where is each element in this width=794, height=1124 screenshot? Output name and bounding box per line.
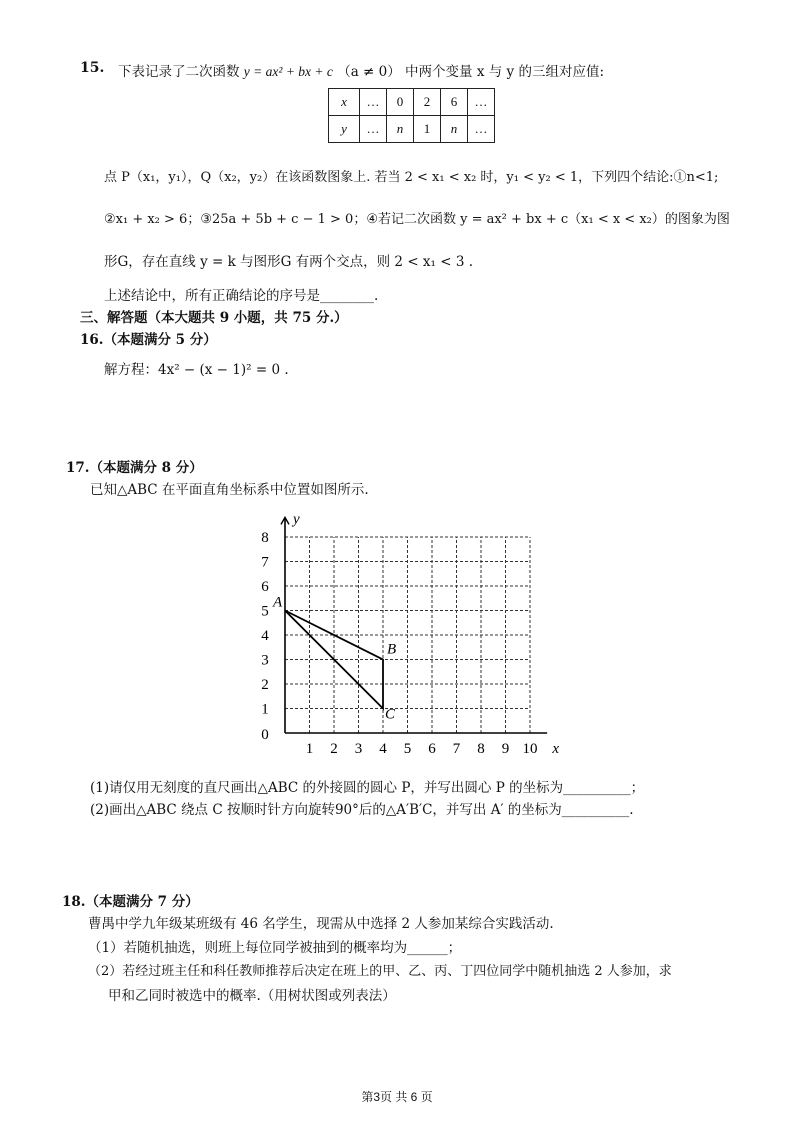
x-tick-label: 6 — [428, 741, 436, 757]
q15-line5: 上述结论中，所有正确结论的序号是________. — [104, 288, 379, 304]
point-label-a: A — [273, 594, 283, 611]
q15-line4: 形G，存在直线 y = k 与图形G 有两个交点，则 2 < x₁ < 3 . — [104, 254, 474, 270]
x-tick-label: 10 — [522, 741, 538, 757]
x-tick-label: 2 — [330, 741, 338, 757]
q18-part2b: 甲和乙同时被选中的概率.（用树状图或列表法） — [108, 988, 396, 1004]
table-cell: 2 — [414, 89, 441, 116]
table-row — [329, 89, 495, 116]
q15-line2: 点 P（x₁，y₁），Q（x₂，y₂）在该函数图象上. 若当 2 < x₁ < x₂ 时，y₁ < y₂ < 1，下列四个结论:①n<1; — [104, 170, 719, 185]
q17-part2: (2)画出△ABC 绕点 C 按顺时针方向旋转90°后的△A′B′C，并写出 A′ 的坐标为__________. — [90, 802, 634, 818]
x-tick-label: 3 — [354, 741, 363, 757]
coordinate-grid-figure — [255, 505, 565, 764]
table-cell: … — [468, 89, 495, 116]
q17-part1: (1)请仅用无刻度的直尺画出△ABC 的外接圆的圆心 P，并写出圆心 P 的坐标为__________； — [90, 780, 645, 796]
q15-line3: ②x₁ + x₂ > 6；③25a + 5b + c − 1 > 0；④若记二次函数 y = ax² + bx + c（x₁ < x < x₂）的图象为图 — [104, 212, 730, 227]
q18-intro: 曹禺中学九年级某班级有 46 名学生，现需从中选择 2 人参加某综合实践活动. — [88, 916, 554, 932]
point-label-c: C — [385, 706, 396, 723]
q15-value-table — [328, 88, 495, 143]
x-tick-label: 8 — [477, 741, 485, 757]
q17-intro: 已知△ABC 在平面直角坐标系中位置如图所示. — [90, 482, 369, 498]
y-axis-label: y — [293, 511, 300, 528]
table-cell: … — [360, 116, 387, 143]
q17-heading: 17.（本题满分 8 分） — [66, 460, 203, 476]
table-cell: n — [441, 116, 468, 143]
section-heading: 三、解答题（本大题共 9 小题，共 75 分.） — [80, 310, 348, 326]
q15-intro — [118, 60, 604, 80]
q16-heading: 16.（本题满分 5 分） — [80, 332, 217, 348]
y-tick-label: 3 — [261, 652, 269, 669]
x-tick-label: 1 — [305, 741, 314, 757]
y-tick-label: 5 — [261, 603, 269, 620]
table-cell: y — [329, 116, 360, 143]
origin-label: 0 — [261, 727, 269, 743]
x-tick-label: 7 — [452, 741, 461, 757]
q16-body: 解方程：4x² − (x − 1)² = 0 . — [104, 362, 289, 378]
q15-number: 15. — [80, 60, 105, 76]
x-axis-label: x — [552, 741, 560, 757]
q15-intro-prefix: 下表记录了二次函数 — [118, 64, 240, 80]
table-cell: 0 — [387, 89, 414, 116]
table-row — [329, 116, 495, 143]
q18-heading: 18.（本题满分 7 分） — [62, 894, 199, 910]
table-cell: 6 — [441, 89, 468, 116]
y-tick-label: 6 — [261, 579, 269, 595]
table-cell: … — [360, 89, 387, 116]
x-tick-label: 9 — [501, 741, 510, 757]
page-footer: 第3页 共 6 页 — [361, 1090, 433, 1104]
q15-condition: （a ≠ 0） — [337, 64, 401, 80]
q15-intro-suffix: 中两个变量 x 与 y 的三组对应值: — [405, 64, 605, 80]
y-tick-label: 7 — [261, 554, 269, 571]
q18-part2a: （2）若经过班主任和科任教师推荐后决定在班上的甲、乙、丙、丁四位同学中随机抽选 2 人参加，求 — [88, 964, 672, 979]
y-tick-label: 4 — [261, 628, 269, 644]
coordinate-grid — [255, 505, 565, 760]
table-cell: … — [468, 116, 495, 143]
x-tick-label: 4 — [379, 741, 387, 757]
y-tick-label: 2 — [261, 677, 269, 693]
x-tick-label: 5 — [403, 741, 412, 757]
q15-function: y = ax² + bx + c — [243, 64, 333, 79]
y-tick-label: 1 — [261, 701, 269, 718]
q18-part1: （1）若随机抽选，则班上每位同学被抽到的概率均为______； — [88, 940, 462, 956]
y-tick-label: 8 — [261, 530, 269, 546]
table-cell: 1 — [414, 116, 441, 143]
point-label-b: B — [387, 641, 397, 658]
table-cell: n — [387, 116, 414, 143]
table-cell: x — [329, 89, 360, 116]
